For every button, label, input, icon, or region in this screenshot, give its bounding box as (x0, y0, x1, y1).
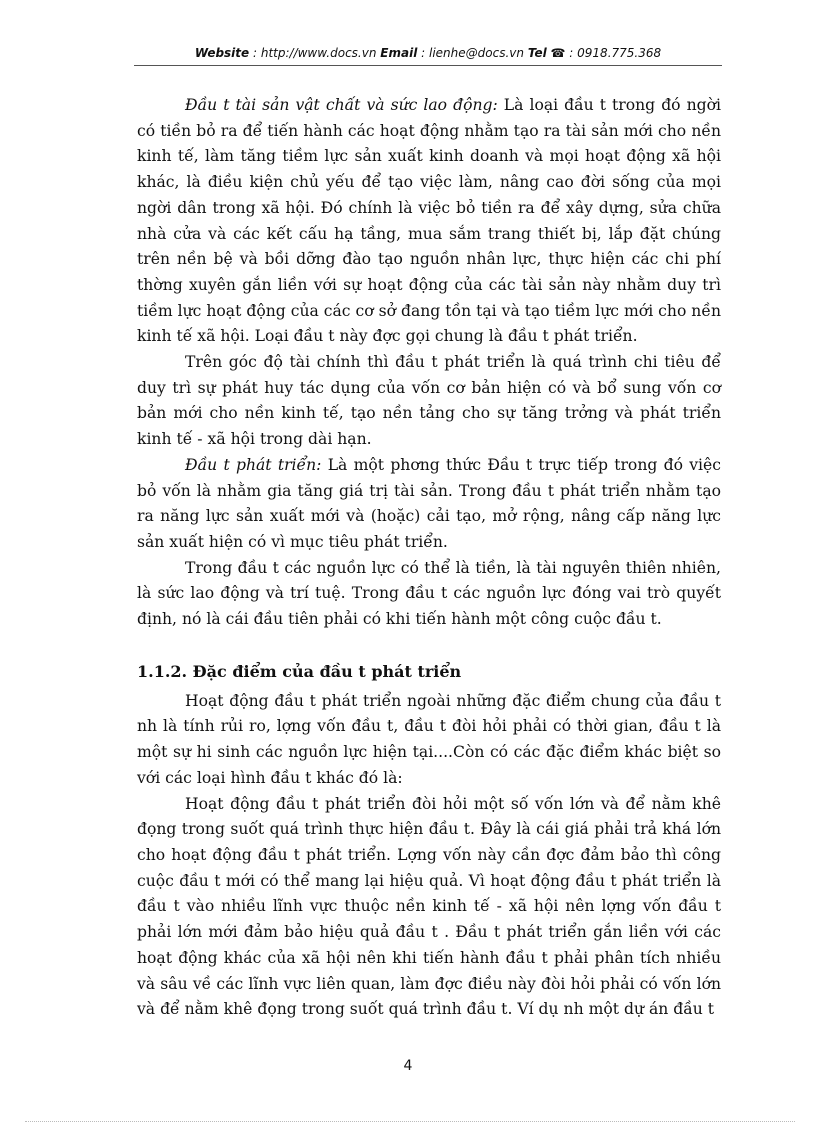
paragraph (137, 453, 721, 556)
header-divider (134, 65, 722, 66)
paragraph-text: Trên góc độ tài chính thì đầu t phát triển là quá trình chi tiêu để duy trì sự phát huy tác dụng của vốn cơ bản hiện có và bổ sung vốn cơ bản mới cho nền kinh tế, tạo nền tảng cho sự tăng trởng và phát triển kinh tế - xã hội trong dài hạn. (137, 353, 721, 449)
website-label: Website (194, 46, 250, 60)
paragraph-lead: Đầu t phát triển: (185, 455, 322, 474)
page-number: 4 (403, 1058, 413, 1074)
paragraph: Hoạt động đầu t phát triển đòi hỏi một số vốn lớn và để nằm khê đọng trong suốt quá trình thực hiện đầu t. Đây là cái giá phải trả khá lớn cho hoạt động đầu t phát triển. Lợng vốn này cần đợc đảm bảo thì công cuộc đầu t mới có thể mang lại hiệu quả. Vì hoạt động đầu t phát triển là đầu t vào nhiều lĩnh vực thuộc nền kinh tế - xã hội nên lợng vốn đầu t phải lớn mới đảm bảo hiệu quả đầu t . Đầu t phát triển gắn liền với các hoạt động khác của xã hội nên khi tiến hành đầu t phải phân tích nhiều và sâu về các lĩnh vực liên quan, làm đợc điều này đòi hỏi phải có vốn lớn và để nằm khê đọng trong suốt quá trình đầu t. Ví dụ nh một dự án đầu t (137, 794, 721, 1019)
page-bottom-divider (25, 1121, 795, 1122)
document-body (137, 93, 721, 1023)
paragraph (137, 350, 721, 453)
email-value: : lienhe@docs.vn (421, 46, 524, 60)
section-heading: 1.1.2. Đặc điểm của đầu t phát triển (137, 661, 462, 681)
paragraph (137, 556, 721, 633)
paragraph-text: Là loại đầu t trong đó ngời có tiền bỏ ra để tiến hành các hoạt động nhằm tạo ra tài sản mới cho nền kinh tế, làm tăng tiềm lực sản xuất kinh doanh và mọi hoạt động xã hội khác, là điều kiện chủ yếu để tạo việc làm, nâng cao đời sống của mọi ngời dân trong xã hội. Đó chính là việc bỏ tiền ra để xây dựng, sửa chữa nhà cửa và các kết cấu hạ tầng, mua sắm trang thiết bị, lắp đặt chúng trên nền bệ và bồi dỡng đào tạo nguồn nhân lực, thực hiện các chi phí thờng xuyên gắn liền với sự hoạt động của các tài sản này nhằm duy trì tiềm lực hoạt động của các cơ sở đang tồn tại và tạo tiềm lực mới cho nền kinh tế xã hội. Loại đầu t này đợc gọi chung là đầu t phát triển. (137, 96, 721, 346)
website-value: : http://www.docs.vn (253, 46, 377, 60)
tel-value: ☎ : 0918.775.368 (550, 46, 662, 60)
paragraph-text: Trong đầu t các nguồn lực có thể là tiền, là tài nguyên thiên nhiên, là sức lao động và trí tuệ. Trong đầu t các nguồn lực đóng vai trò quyết định, nó là cái đầu tiên phải có khi tiến hành một công cuộc đầu t. (137, 558, 721, 629)
paragraph-text: Là một phơng thức Đầu t trực tiếp trong đó việc bỏ vốn là nhằm gia tăng giá trị tài sản. Trong đầu t phát triển nhằm tạo ra năng lực sản xuất mới và (hoặc) cải tạo, mở rộng, nâng cấp năng lực sản xuất hiện có vì mục tiêu phát triển. (137, 455, 721, 551)
paragraph (137, 93, 721, 350)
paragraph-lead: Đầu t tài sản vật chất và sức lao động: (185, 96, 498, 114)
email-label: Email (380, 46, 418, 60)
tel-label: Tel (527, 46, 547, 60)
paragraph: Hoạt động đầu t phát triển ngoài những đặc điểm chung của đầu t nh là tính rủi ro, lợng vốn đầu t, đầu t đòi hỏi phải có thời gian, đầu t là một sự hi sinh các nguồn lực hiện tại....Còn có các đặc điểm khác biệt so với các loại hình đầu t khác đó là: (137, 691, 721, 787)
page-header (134, 46, 722, 60)
